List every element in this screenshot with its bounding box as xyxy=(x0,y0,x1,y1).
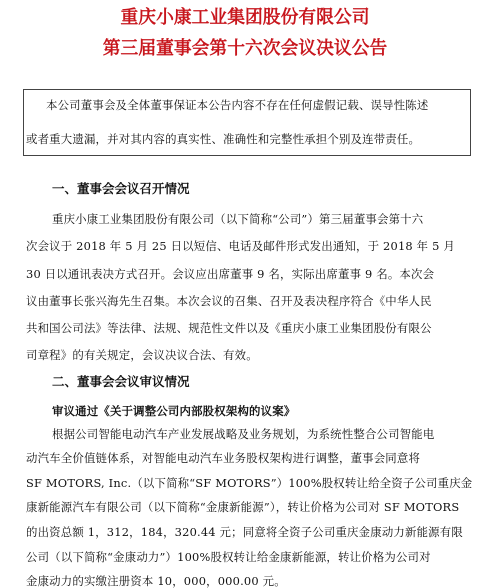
paragraph-line: 康新能源汽车有限公司（以下简称“金康新能源”），转让价格为公司对 SF MOTORS xyxy=(26,500,460,514)
paragraph-line: 动汽车全价值链体系，对智能电动汽车业务股权架构进行调整，董事会同意将 xyxy=(26,451,421,465)
paragraph-line: 共和国公司法》等法律、法规、规范性文件以及《重庆小康工业集团股份有限公 xyxy=(26,321,432,335)
paragraph-line: 的出资总额 1，312，184，320.44 元；同意将全资子公司重庆金康动力新能源有限 xyxy=(26,525,463,539)
section-heading: 一、董事会会议召开情况 xyxy=(52,181,190,196)
proposal-title: 审议通过《关于调整公司内部股权架构的议案》 xyxy=(52,404,296,418)
disclaimer-line: 本公司董事会及全体董事保证本公告内容不存在任何虚假记载、误导性陈述 xyxy=(46,98,429,112)
document-title-line2: 第三届董事会第十六次会议决议公告 xyxy=(102,38,388,59)
document-title-line1: 重庆小康工业集团股份有限公司 xyxy=(120,7,370,28)
paragraph-line: 30 日以通讯表决方式召开。会议应出席董事 9 名，实际出席董事 9 名。本次会 xyxy=(26,267,435,281)
paragraph-line: SF MOTORS, Inc.（以下简称“SF MOTORS”）100%股权转让给全资子公司重庆金 xyxy=(26,476,473,490)
paragraph-line: 司章程》的有关规定，会议决议合法、有效。 xyxy=(26,348,258,362)
disclaimer-line: 或者重大遗漏，并对其内容的真实性、准确性和完整性承担个别及连带责任。 xyxy=(26,132,421,146)
section-heading: 二、董事会会议审议情况 xyxy=(52,374,190,389)
paragraph-line: 公司（以下简称“金康动力”）100%股权转让给金康新能源，转让价格为公司对 xyxy=(26,550,431,564)
paragraph-line: 金康动力的实缴注册资本 10，000，000.00 元。 xyxy=(26,574,286,588)
paragraph-line: 议由董事长张兴海先生召集。本次会议的召集、召开及表决程序符合《中华人民 xyxy=(26,294,432,308)
paragraph-line: 次会议于 2018 年 5 月 25 日以短信、电话及邮件形式发出通知，于 2018 年 5 月 xyxy=(26,239,455,253)
paragraph-line: 根据公司智能电动汽车产业发展战略及业务规划，为系统性整合公司智能电 xyxy=(52,427,435,441)
paragraph-line: 重庆小康工业集团股份有限公司（以下简称“公司”）第三届董事会第十六 xyxy=(52,212,424,226)
